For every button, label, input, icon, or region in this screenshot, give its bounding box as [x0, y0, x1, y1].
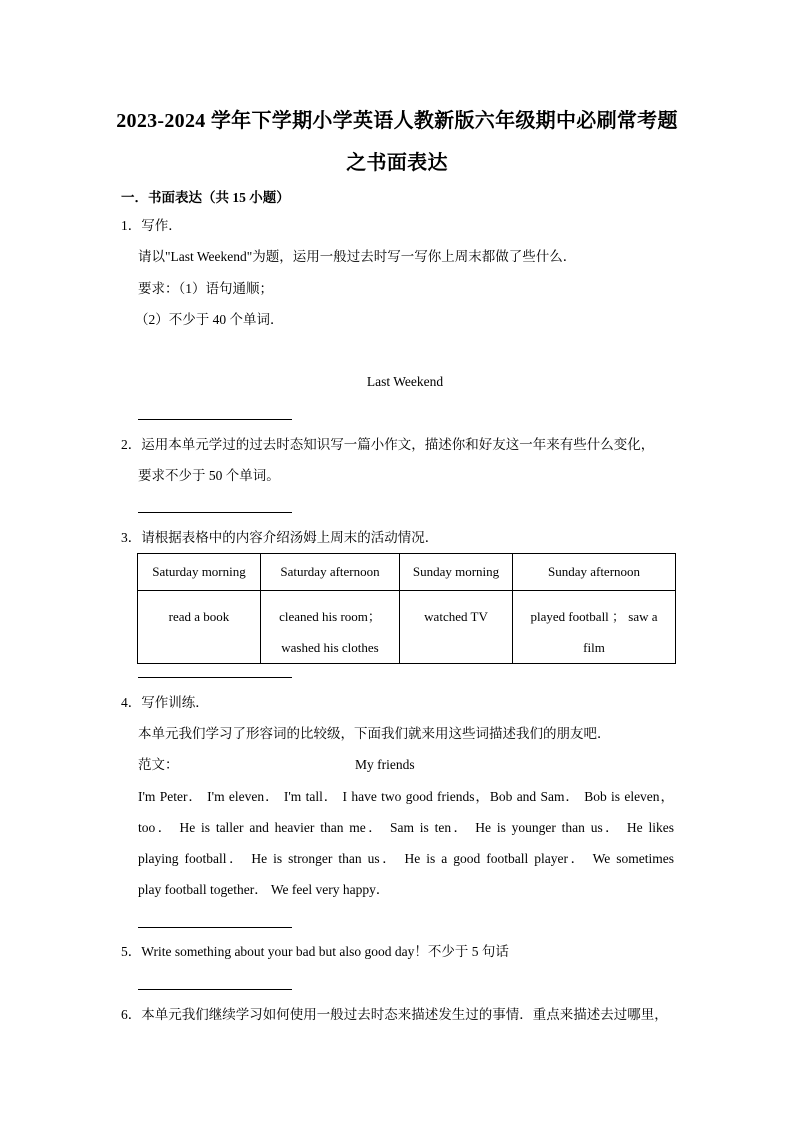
q4-sample-title: My friends: [355, 757, 415, 772]
cell-text: cleaned his room；: [279, 609, 381, 624]
answer-line: [138, 419, 292, 420]
q1-essay-heading: Last Weekend: [366, 374, 444, 389]
table-cell: [261, 591, 400, 664]
q2-line-2: 要求不少于 50 个单词。: [138, 468, 280, 483]
q4-sample-line-4: play football together． We feel very happy．: [138, 882, 390, 897]
answer-line: [138, 927, 292, 928]
answer-line: [138, 989, 292, 990]
answer-line: [138, 677, 292, 678]
table-header-cell: Sunday afternoon: [513, 554, 676, 591]
table-cell: [513, 591, 676, 664]
q1-requirement-2: （2）不少于 40 个单词．: [135, 312, 284, 327]
q2-line-1: 2．运用本单元学过的过去时态知识写一篇小作文，描述你和好友这一年来有些什么变化，: [121, 437, 655, 452]
table-cell: [138, 591, 261, 664]
cell-text: watched TV: [424, 609, 488, 624]
q1-prompt: 请以"Last Weekend"为题，运用一般过去时写一写你上周末都做了些什么．: [138, 249, 577, 264]
q5-text: 5．Write something about your bad but also good day！不少于 5 句话: [121, 944, 509, 959]
table-header-cell: Saturday afternoon: [261, 554, 400, 591]
cell-text: read a book: [168, 609, 230, 624]
table-header-row: [138, 554, 676, 591]
q4-intro: 本单元我们学习了形容词的比较级，下面我们就来用这些词描述我们的朋友吧．: [138, 726, 611, 741]
table-header-cell: Saturday morning: [138, 554, 261, 591]
cell-text: film: [583, 640, 605, 655]
q6-text: 6．本单元我们继续学习如何使用一般过去时态来描述发生过的事情．重点来描述去过哪里，: [121, 1007, 668, 1022]
q4-sample-line-3: playing football． He is stronger than us． He is a good football player． We sometimes: [138, 851, 674, 866]
activity-table: [137, 553, 676, 664]
page-title-line-1: 2023-2024 学年下学期小学英语人教新版六年级期中必刷常考题: [116, 110, 678, 132]
cell-text: played football ； saw a: [530, 609, 658, 624]
table-row: [138, 591, 676, 664]
q3-stem: 3．请根据表格中的内容介绍汤姆上周末的活动情况．: [121, 530, 439, 545]
q1-requirement-1: 要求：（1）语句通顺；: [138, 281, 273, 296]
q4-sample-line-2: too． He is taller and heavier than me． Sam is ten． He is younger than us． He likes: [138, 820, 674, 835]
table-header-cell: Sunday morning: [400, 554, 513, 591]
q4-stem: 4．写作训练．: [121, 695, 209, 710]
section-heading: 一．书面表达（共 15 小题）: [121, 190, 290, 205]
q4-sample-line-1: I'm Peter． I'm eleven． I'm tall． I have two good friends，Bob and Sam． Bob is eleven，: [138, 789, 674, 804]
q1-stem: 1．写作．: [121, 218, 182, 233]
table-cell: [400, 591, 513, 664]
page-title-line-2: 之书面表达: [346, 152, 448, 174]
answer-line: [138, 512, 292, 513]
q4-sample-label: 范文：: [138, 757, 179, 772]
cell-text: washed his clothes: [281, 640, 379, 655]
